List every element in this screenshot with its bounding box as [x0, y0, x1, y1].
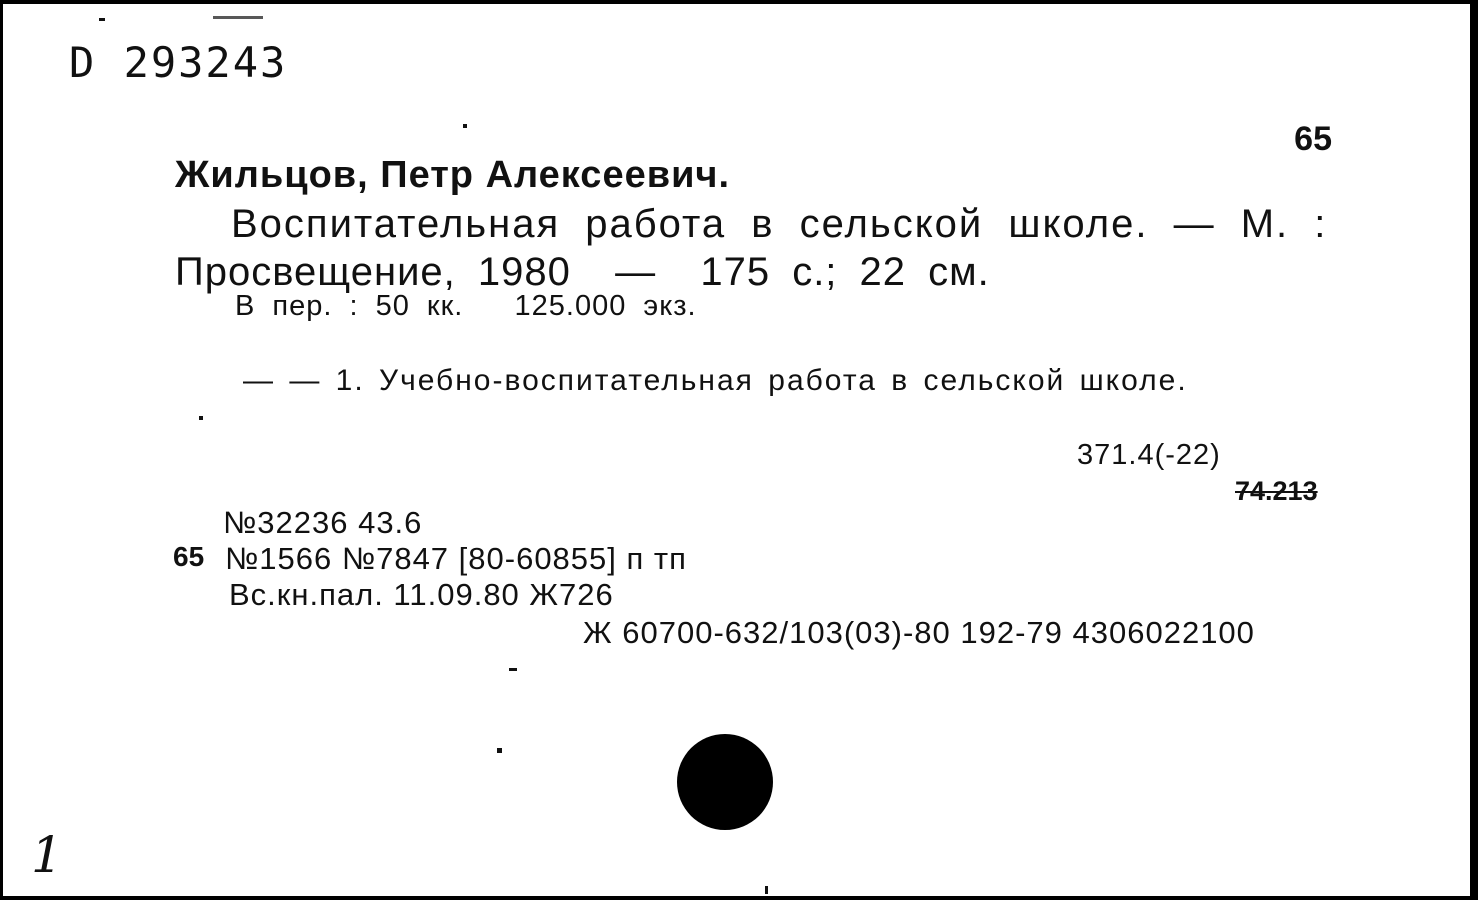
- handwritten-mark: 1: [31, 826, 63, 884]
- price-line: В пер. : 50 кк. 125.000 экз.: [235, 290, 697, 322]
- ink-speck: [509, 668, 517, 671]
- registration-line-2: №1566 №7847 [80-60855] п тп: [225, 541, 687, 576]
- punch-hole: [677, 734, 773, 830]
- ink-speck: [199, 416, 203, 420]
- ink-speck: [765, 886, 768, 894]
- title-line-2: Просвещение, 1980 — 175 с.; 22 см.: [175, 250, 990, 294]
- publisher-code-line: Ж 60700-632/103(03)-80 192-79 4306022100: [583, 615, 1255, 650]
- ink-speck: [99, 18, 105, 21]
- corner-number: 65: [1294, 120, 1332, 158]
- subject-heading: — — 1. Учебно-воспитательная работа в сельской школе.: [243, 364, 1188, 397]
- ink-speck: [463, 124, 467, 128]
- registration-line-1: №32236 43.6: [223, 505, 423, 540]
- author-heading: Жильцов, Петр Алексеевич.: [175, 154, 731, 196]
- title-line-1: Воспитательная работа в сельской школе. — М. :: [231, 202, 1328, 246]
- ink-speck: [497, 748, 502, 753]
- bbk-code: 74.213: [1235, 476, 1318, 506]
- udc-code: 371.4(-22): [1077, 439, 1221, 471]
- registration-side-number: 65: [173, 541, 205, 572]
- catalog-number: D 293243: [69, 38, 288, 87]
- registration-line-3: Вс.кн.пал. 11.09.80 Ж726: [229, 577, 614, 612]
- ink-speck: [213, 16, 263, 19]
